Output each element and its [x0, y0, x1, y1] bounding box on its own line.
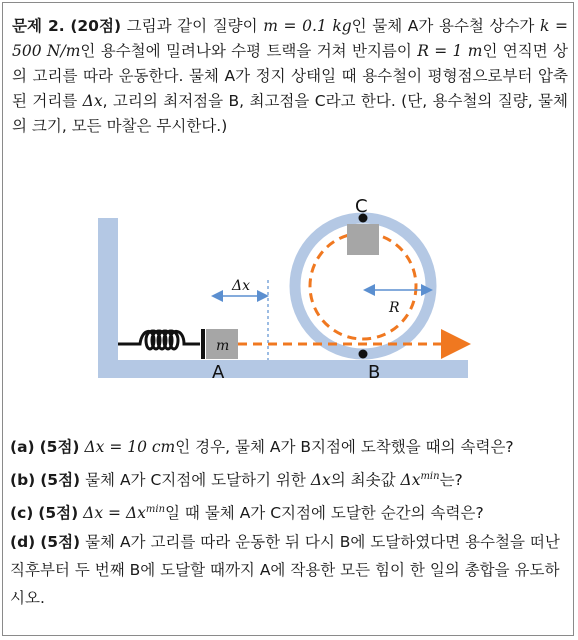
problem-text-2: 인 물체 A가 용수철 상수가 [351, 17, 541, 35]
problem-points: (20점) [70, 17, 122, 35]
mass-expression: m = 0.1 kg [263, 17, 352, 35]
question-list [10, 432, 568, 612]
question-b-text: 는? [439, 471, 463, 490]
problem-text-1: 그림과 같이 질량이 [121, 17, 264, 35]
question-b [10, 462, 568, 495]
question-a-number: (a) [10, 438, 35, 456]
question-a-text: 인 경우, 물체 A가 B지점에 도착했을 때의 속력은? [175, 438, 514, 456]
problem-text-4: 인 연직면 상의 고리를 따라 운동한다. 물체 A가 정지 상태일 때 용수철이 평형점으로부터 압축된 거리를 [12, 42, 568, 110]
question-d-points: (5점) [40, 533, 81, 552]
block-at-c [347, 224, 379, 255]
question-c [10, 495, 568, 528]
point-c-label: C [355, 196, 368, 217]
question-b-math2: Δx [400, 471, 421, 490]
problem-text-3: 인 용수철에 밀려나와 수평 트랙을 거쳐 반지름이 [80, 42, 418, 60]
question-c-math: Δx = Δx [83, 504, 146, 523]
question-b-number: (b) [10, 471, 36, 490]
question-a-math: Δx = 10 cm [84, 438, 176, 456]
delta-x-label: Δx [232, 278, 251, 294]
question-b-sup: min [420, 471, 440, 482]
question-c-sup: min [145, 504, 166, 516]
problem-text-5: , 고리의 최저점을 B, 최고점을 C라고 한다. (단, 용수철의 질량, 물체의 크기, 모든 마찰은 무시한다.) [12, 92, 568, 135]
question-b-pre: 물체 A가 C지점에 도달하기 위한 [80, 471, 311, 490]
question-c-points: (5점) [38, 504, 79, 523]
question-c-number: (c) [10, 504, 34, 523]
problem-statement [12, 14, 568, 139]
point-b-marker [359, 350, 368, 359]
question-d-number: (d) [10, 533, 36, 552]
question-d-text: 물체 A가 고리를 따라 운동한 뒤 다시 B에 도달하였다면 용수철을 떠난 직후부터 두 번째 B에 도달할 때까지 A에 작용한 모든 힘이 한 일의 총합을 유도하시오. [10, 533, 560, 608]
block-mass-label: m [216, 338, 230, 354]
point-a-label: A [212, 362, 225, 383]
question-c-text: 일 때 물체 A가 C지점에 도달한 순간의 속력은? [165, 504, 484, 523]
question-b-points: (5점) [40, 471, 81, 490]
question-b-math: Δx [310, 471, 331, 490]
point-b-label: B [368, 362, 381, 383]
radius-expression: R = 1 m [417, 42, 483, 60]
question-b-mid: 의 최솟값 [330, 471, 401, 490]
radius-label: R [389, 300, 400, 316]
question-a-points: (5점) [39, 438, 80, 456]
spring-constant-expression: k = 500 N/m [12, 17, 568, 60]
loop-track-diagram [0, 180, 578, 390]
question-a [10, 432, 568, 462]
question-d [10, 528, 568, 612]
delta-x-expression: Δx [82, 92, 103, 110]
spring [118, 331, 200, 349]
problem-label: 문제 2. [12, 17, 65, 35]
